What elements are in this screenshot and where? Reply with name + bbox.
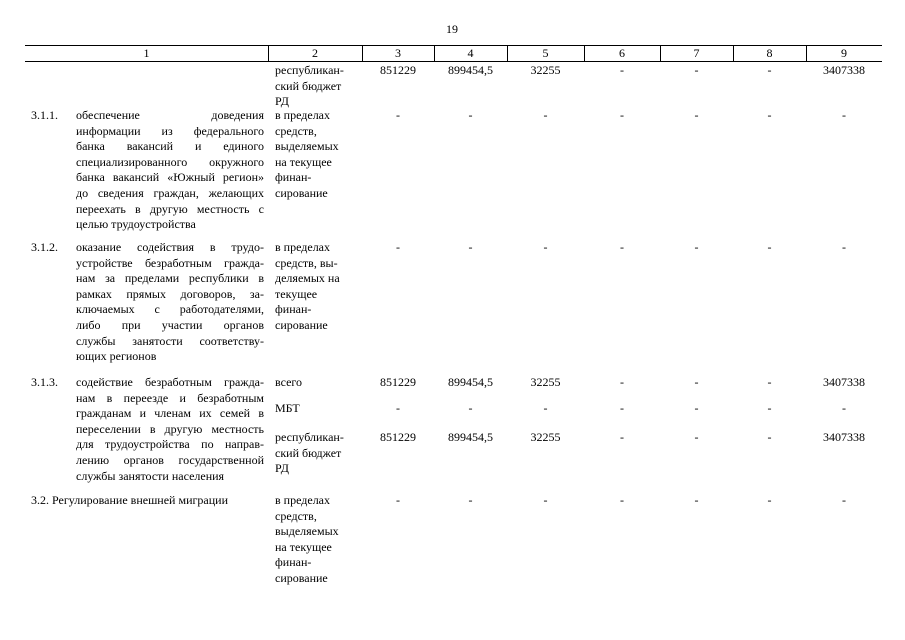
source-cell: МБТ <box>275 401 300 415</box>
value-cell: 851229 <box>380 430 416 444</box>
value-cell: - <box>396 401 400 415</box>
value-cell: 851229 <box>380 63 416 77</box>
value-cell: - <box>543 401 548 415</box>
source-cell: республикан- ский бюджет РД <box>275 63 344 109</box>
column-header-4: 4 <box>467 46 474 60</box>
page-number: 19 <box>446 22 458 36</box>
value-cell: 32255 <box>530 430 561 444</box>
value-cell: - <box>620 240 624 254</box>
source-cell: всего <box>275 375 303 389</box>
source-cell: республикан- ский бюджет РД <box>275 430 344 476</box>
value-cell: 3407338 <box>823 375 865 389</box>
value-cell: - <box>767 240 772 254</box>
value-cell: - <box>767 63 772 77</box>
column-header-6: 6 <box>619 46 625 60</box>
value-cell: 32255 <box>530 375 561 389</box>
header-bottom-rule <box>25 61 882 62</box>
value-cell: - <box>468 493 473 507</box>
column-header-5: 5 <box>542 46 549 60</box>
value-cell: - <box>396 108 400 122</box>
value-cell: - <box>842 108 846 122</box>
column-header-1: 1 <box>143 46 150 60</box>
column-header-3: 3 <box>395 46 401 60</box>
value-cell: 899454,5 <box>448 63 493 77</box>
value-cell: 899454,5 <box>448 430 493 444</box>
item-number: 3.1.3. <box>31 375 58 389</box>
value-cell: - <box>842 493 846 507</box>
value-cell: - <box>620 108 624 122</box>
value-cell: - <box>694 375 699 389</box>
value-cell: - <box>543 493 548 507</box>
value-cell: - <box>694 430 699 444</box>
source-cell: в пределах средств, выделяемых на текущее финан- сирование <box>275 493 339 585</box>
value-cell: - <box>842 240 846 254</box>
source-cell: в пределах средств, вы- деляемых на текущее финан- сирование <box>275 240 340 332</box>
value-cell: - <box>767 401 772 415</box>
value-cell: - <box>694 493 699 507</box>
value-cell: - <box>620 401 624 415</box>
item-description: содействие безработным гражда- нам в переезде и безработным гражданам и членам их семей в переселении в другую местность для трудоустройства по направ- лению органов государственной службы занятости населения <box>76 375 264 483</box>
item-number: 3.1.1. <box>31 108 58 122</box>
column-header-9: 9 <box>841 46 847 60</box>
value-cell: 899454,5 <box>448 375 493 389</box>
value-cell: - <box>396 240 400 254</box>
value-cell: - <box>620 63 624 77</box>
value-cell: - <box>543 240 548 254</box>
value-cell: 3407338 <box>823 430 865 444</box>
value-cell: - <box>694 240 699 254</box>
value-cell: - <box>468 401 473 415</box>
value-cell: - <box>767 108 772 122</box>
value-cell: 851229 <box>380 375 416 389</box>
section-title: 3.2. Регулирование внешней миграции <box>31 493 229 507</box>
value-cell: - <box>396 493 400 507</box>
value-cell: 3407338 <box>823 63 865 77</box>
value-cell: - <box>767 430 772 444</box>
value-cell: - <box>694 401 699 415</box>
item-number: 3.1.2. <box>31 240 58 254</box>
value-cell: - <box>468 240 473 254</box>
value-cell: - <box>767 375 772 389</box>
value-cell: - <box>620 375 624 389</box>
value-cell: - <box>620 430 624 444</box>
value-cell: - <box>468 108 473 122</box>
item-description: оказание содействия в трудо- устройстве безработным гражда- нам за пределами республики в рамках прямых договоров, за- ключаемых с работодателями, либо при участии органов службы занятости соответству- ющих регионов <box>76 240 264 364</box>
value-cell: - <box>767 493 772 507</box>
column-header-7: 7 <box>693 46 700 60</box>
value-cell: - <box>694 63 699 77</box>
column-header-2: 2 <box>312 46 318 60</box>
value-cell: 32255 <box>530 63 561 77</box>
value-cell: - <box>543 108 548 122</box>
value-cell: - <box>694 108 699 122</box>
column-header-8: 8 <box>766 46 773 60</box>
item-description: обеспечение доведения информации из федерального банка вакансий и единого специализированного окружного банка вакансий «Южный регион» до сведения граждан, желающих переехать в другую местность с целью трудоустройства <box>76 108 264 232</box>
value-cell: - <box>842 401 846 415</box>
value-cell: - <box>620 493 624 507</box>
source-cell: в пределах средств, выделяемых на текущее финан- сирование <box>275 108 339 200</box>
